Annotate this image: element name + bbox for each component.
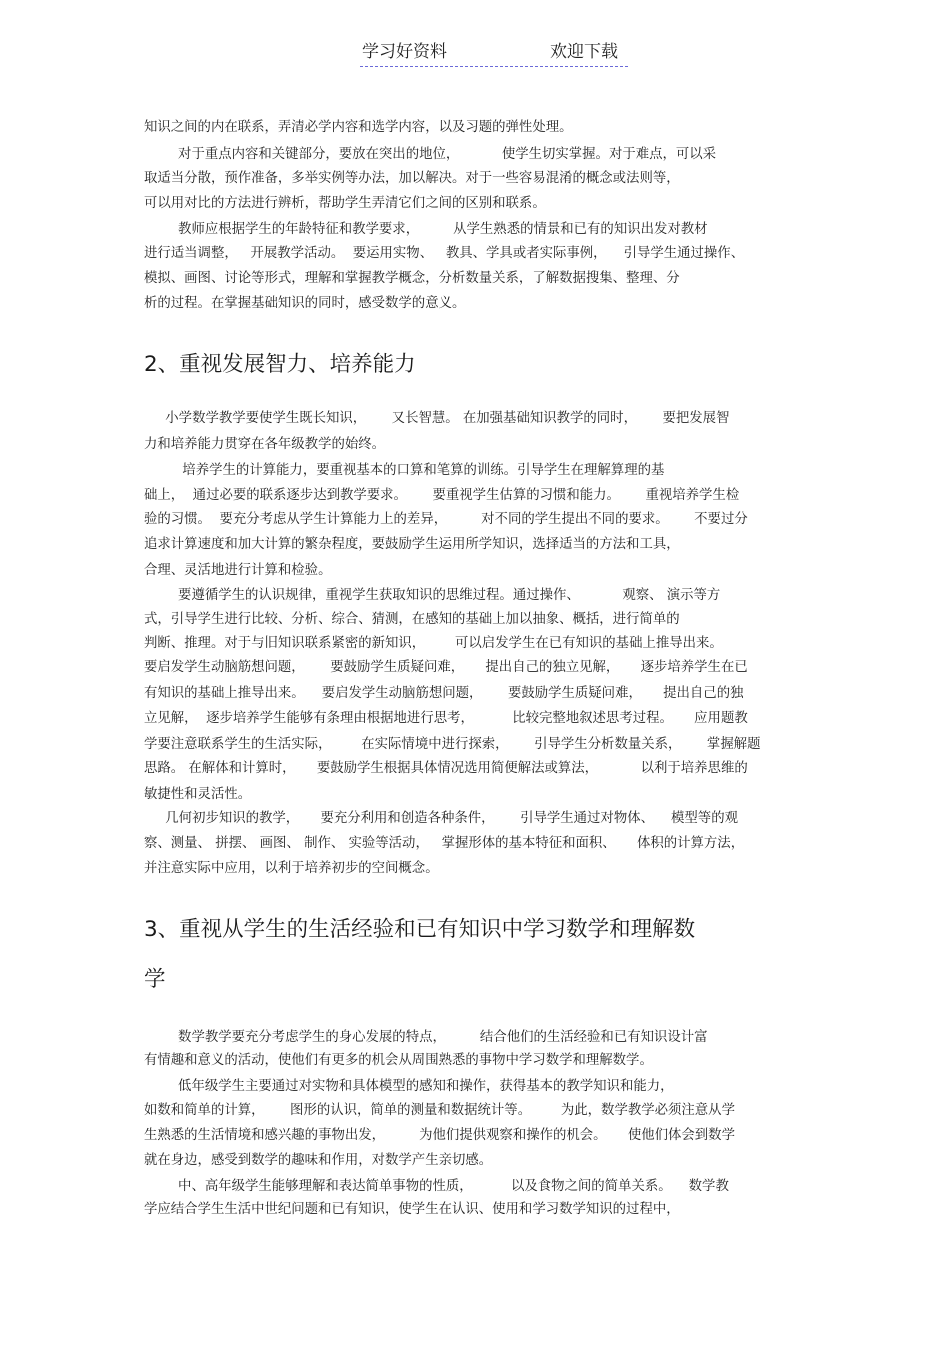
body-line: 析的过程。在掌握基础知识的同时，感受数学的意义。 bbox=[144, 296, 466, 311]
body-line: 就在身边，感受到数学的趣味和作用，对数学产生亲切感。 bbox=[144, 1153, 493, 1168]
body-line: 有情趣和意义的活动，使他们有更多的机会从周围熟悉的事物中学习数学和理解数学。 bbox=[144, 1053, 653, 1068]
section-heading-2: 2、重视发展智力、培养能力 bbox=[144, 352, 416, 377]
body-line: 有知识的基础上推导出来。 要启发学生动脑筋想问题， 要鼓励学生质疑问难， 提出自己的独 bbox=[144, 686, 744, 701]
page-header bbox=[360, 40, 628, 67]
header-left-text: 学习好资料 bbox=[362, 42, 447, 62]
body-line: 学应结合学生生活中世纪问题和已有知识，使学生在认识、使用和学习数学知识的过程中， bbox=[144, 1202, 680, 1217]
body-line: 学要注意联系学生的生活实际， 在实际情境中进行探索， 引导学生分析数量关系， 掌握解题 bbox=[144, 737, 761, 752]
body-line: 对于重点内容和关键部分，要放在突出的地位， 使学生切实掌握。对于难点，可以采 bbox=[144, 147, 717, 162]
body-line: 敏捷性和灵活性。 bbox=[144, 787, 252, 802]
body-line: 思路。 在解体和计算时， 要鼓励学生根据具体情况选用简便解法或算法， 以利于培养思维的 bbox=[144, 761, 748, 776]
body-line: 教师应根据学生的年龄特征和教学要求， 从学生熟悉的情景和已有的知识出发对教材 bbox=[144, 222, 708, 237]
body-line: 察、测量、 拼摆、 画图、 制作、 实验等活动， 掌握形体的基本特征和面积、 体积的计算方法， bbox=[144, 836, 745, 851]
body-line: 验的习惯。 要充分考虑从学生计算能力上的差异， 对不同的学生提出不同的要求。 不要过分 bbox=[144, 512, 748, 527]
body-line: 追求计算速度和加大计算的繁杂程度，要鼓励学生运用所学知识，选择适当的方法和工具， bbox=[144, 537, 680, 552]
body-line: 要遵循学生的认识规律，重视学生获取知识的思维过程。通过操作、 观察、 演示等方 bbox=[144, 588, 721, 603]
body-line: 模拟、画图、讨论等形式，理解和掌握教学概念，分析数量关系，了解数据搜集、整理、分 bbox=[144, 271, 680, 286]
body-line: 生熟悉的生活情境和感兴趣的事物出发， 为他们提供观察和操作的机会。 使他们体会到数学 bbox=[144, 1128, 735, 1143]
body-line: 数学教学要充分考虑学生的身心发展的特点， 结合他们的生活经验和已有知识设计富 bbox=[144, 1030, 708, 1045]
body-line: 力和培养能力贯穿在各年级教学的始终。 bbox=[144, 437, 386, 452]
body-line: 式，引导学生进行比较、分析、综合、猜测，在感知的基础上加以抽象、概括，进行简单的 bbox=[144, 612, 680, 627]
body-line: 低年级学生主要通过对实物和具体模型的感知和操作，获得基本的教学知识和能力， bbox=[144, 1079, 674, 1094]
body-line: 取适当分散，预作准备，多举实例等办法，加以解决。对于一些容易混淆的概念或法则等， bbox=[144, 171, 680, 186]
body-line: 要启发学生动脑筋想问题， 要鼓励学生质疑问难， 提出自己的独立见解， 逐步培养学生在已 bbox=[144, 660, 748, 675]
body-line: 可以用对比的方法进行辨析，帮助学生弄清它们之间的区别和联系。 bbox=[144, 196, 546, 211]
body-line: 培养学生的计算能力，要重视基本的口算和笔算的训练。引导学生在理解算理的基 bbox=[144, 463, 665, 478]
body-line: 并注意实际中应用，以利于培养初步的空间概念。 bbox=[144, 861, 439, 876]
body-line: 判断、推理。对于与旧知识联系紧密的新知识， 可以启发学生在已有知识的基础上推导出来。 bbox=[144, 636, 723, 651]
body-line: 础上， 通过必要的联系逐步达到教学要求。 要重视学生估算的习惯和能力。 重视培养学生检 bbox=[144, 488, 740, 503]
section-heading-3-cont: 学 bbox=[144, 967, 166, 992]
body-line: 小学数学教学要使学生既长知识， 又长智慧。 在加强基础知识教学的同时， 要把发展智 bbox=[144, 411, 730, 426]
section-heading-3: 3、重视从学生的生活经验和已有知识中学习数学和理解数 bbox=[144, 917, 696, 942]
body-line: 中、高年级学生能够理解和表达简单事物的性质， 以及食物之间的简单关系。 数学教 bbox=[144, 1179, 729, 1194]
body-line: 立见解， 逐步培养学生能够有条理由根据地进行思考， 比较完整地叙述思考过程。 应用题教 bbox=[144, 711, 748, 726]
body-line: 几何初步知识的教学， 要充分利用和创造各种条件， 引导学生通过对物体、 模型等的观 bbox=[144, 811, 738, 826]
body-line: 进行适当调整， 开展教学活动。 要运用实物、 教具、学具或者实际事例， 引导学生通过操作、 bbox=[144, 246, 745, 261]
header-right-text: 欢迎下载 bbox=[550, 42, 618, 62]
body-line: 合理、灵活地进行计算和检验。 bbox=[144, 563, 332, 578]
body-line: 知识之间的内在联系，弄清必学内容和选学内容，以及习题的弹性处理。 bbox=[144, 120, 573, 135]
body-line: 如数和简单的计算， 图形的认识，简单的测量和数据统计等。 为此，数学教学必须注意从学 bbox=[144, 1103, 735, 1118]
